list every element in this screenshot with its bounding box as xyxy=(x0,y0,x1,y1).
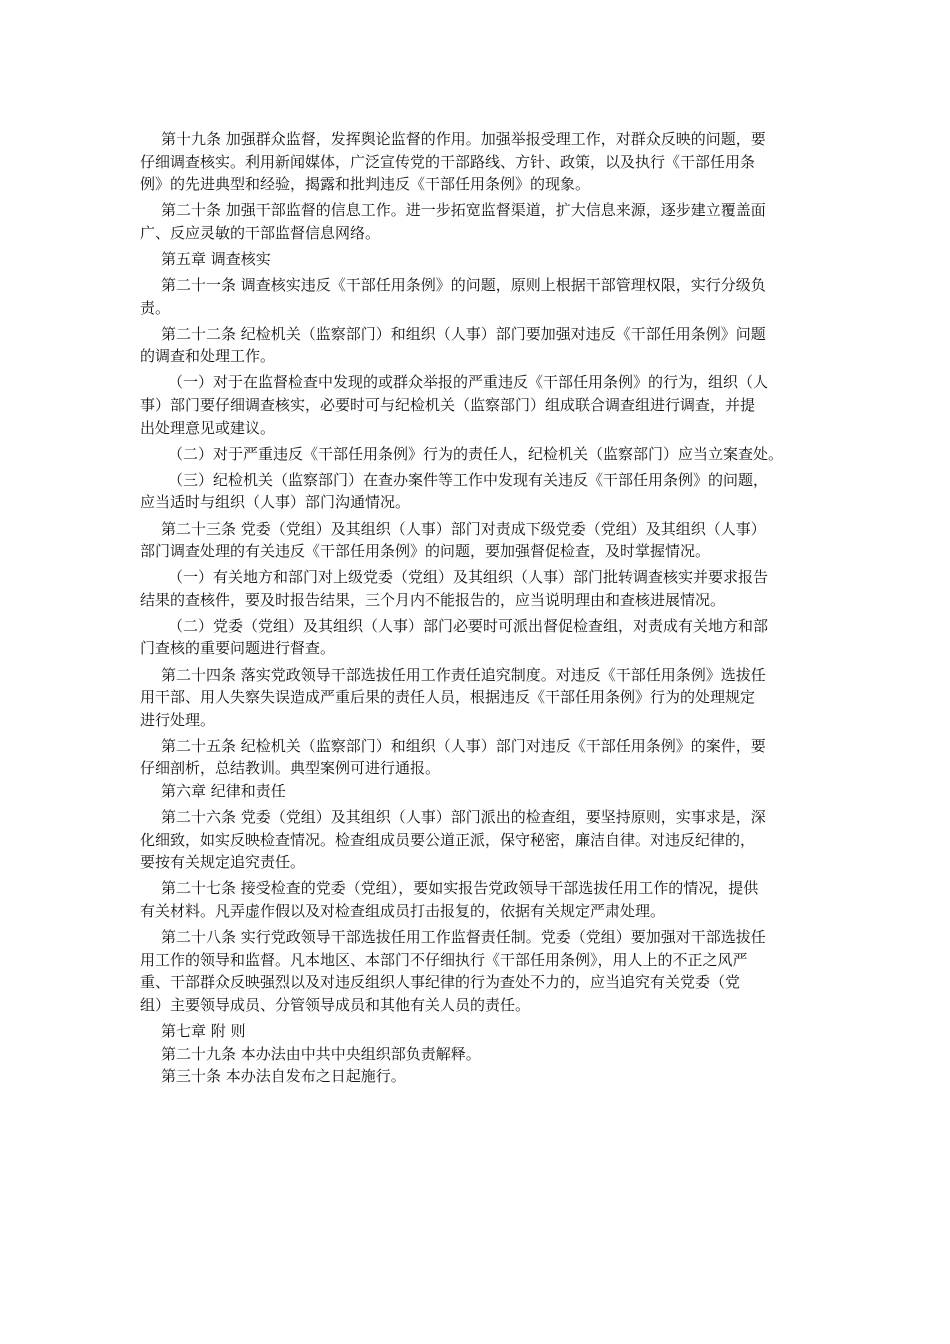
text-line: 有关材料。凡弄虚作假以及对检查组成员打击报复的，依据有关规定严肃处理。 xyxy=(140,902,666,920)
chapter-heading: 第七章 附 则 xyxy=(161,1021,246,1040)
text-line: 例》的先进典型和经验，揭露和批判违反《干部任用条例》的现象。 xyxy=(140,175,591,194)
chapter-heading: 第五章 调查核实 xyxy=(161,249,271,268)
text-line: 仔细剖析，总结教训。典型案例可进行通报。 xyxy=(140,759,441,778)
text-line: 第二十五条 纪检机关（监察部门）和组织（人事）部门对违反《干部任用条例》的案件，要 xyxy=(161,736,766,755)
text-line: 第二十一条 调查核实违反《干部任用条例》的问题，原则上根据干部管理权限，实行分级负 xyxy=(161,276,766,295)
text-line: 广、反应灵敏的干部监督信息网络。 xyxy=(140,223,381,242)
text-line: 进行处理。 xyxy=(140,710,216,729)
text-line: 门查核的重要问题进行督查。 xyxy=(140,639,336,658)
text-line: 的调查和处理工作。 xyxy=(140,347,276,366)
text-line: 应当适时与组织（人事）部门沟通情况。 xyxy=(140,493,411,512)
text-line: 部门调查处理的有关违反《干部任用条例》的问题，要加强督促检查，及时掌握情况。 xyxy=(140,542,711,561)
text-line: 重、干部群众反映强烈以及对违反组织人事纪律的行为查处不力的，应当追究有关党委（党 xyxy=(140,973,741,992)
text-line: 要按有关规定追究责任。 xyxy=(140,853,306,872)
text-line: 出处理意见或建议。 xyxy=(140,418,276,437)
text-line: 第二十七条 接受检查的党委（党组），要如实报告党政领导干部选拔任用工作的情况，提供 xyxy=(161,879,759,898)
text-line: 第二十三条 党委（党组）及其组织（人事）部门对责成下级党委（党组）及其组织（人事） xyxy=(161,519,766,538)
text-line: （三）纪检机关（监察部门）在查办案件等工作中发现有关违反《干部任用条例》的问题， xyxy=(168,470,769,489)
text-line: 结果的查核件，要及时报告结果，三个月内不能报告的，应当说明理由和查核进展情况。 xyxy=(140,590,726,609)
text-line: 化细致，如实反映检查情况。检查组成员要公道正派，保守秘密，廉洁自律。对违反纪律的， xyxy=(140,830,756,849)
text-line: 事）部门要仔细调查核实，必要时可与纪检机关（监察部门）组成联合调查组进行调查，并提 xyxy=(140,396,756,415)
text-line: 用工作的领导和监督。凡本地区、本部门不仔细执行《干部任用条例》，用人上的不正之风严 xyxy=(140,950,748,969)
text-line: （二）对于严重违反《干部任用条例》行为的责任人，纪检机关（监察部门）应当立案查处。 xyxy=(168,444,784,463)
text-line: 用干部、用人失察失误造成严重后果的责任人员，根据违反《干部任用条例》行为的处理规定 xyxy=(140,688,756,707)
text-line: 第二十六条 党委（党组）及其组织（人事）部门派出的检查组，要坚持原则，实事求是，深 xyxy=(161,808,766,827)
text-line: 第二十八条 实行党政领导干部选拔任用工作监督责任制。党委（党组）要加强对干部选拔任 xyxy=(161,928,766,947)
text-line: （一）有关地方和部门对上级党委（党组）及其组织（人事）部门批转调查核实并要求报告 xyxy=(168,568,769,587)
chapter-heading: 第六章 纪律和责任 xyxy=(161,782,286,801)
text-line: 第二十九条 本办法由中共中央组织部负责解释。 xyxy=(161,1044,481,1063)
text-line: 第二十二条 纪检机关（监察部门）和组织（人事）部门要加强对违反《干部任用条例》问题 xyxy=(161,324,766,343)
text-line: 第二十四条 落实党政领导干部选拔任用工作责任追究制度。对违反《干部任用条例》选拔任 xyxy=(161,665,766,684)
text-line: （二）党委（党组）及其组织（人事）部门必要时可派出督促检查组，对责成有关地方和部 xyxy=(168,616,769,635)
text-line: 组）主要领导成员、分管领导成员和其他有关人员的责任。 xyxy=(140,995,531,1014)
text-line: 责。 xyxy=(140,298,171,317)
text-line: 第三十条 本办法自发布之日起施行。 xyxy=(161,1067,406,1086)
document-page xyxy=(140,128,812,1088)
text-line: 第二十条 加强干部监督的信息工作。进一步拓宽监督渠道，扩大信息来源，逐步建立覆盖面 xyxy=(161,201,766,220)
text-line: 仔细调查核实。利用新闻媒体，广泛宣传党的干部路线、方针、政策，以及执行《干部任用条 xyxy=(140,152,756,171)
text-line: （一）对于在监督检查中发现的或群众举报的严重违反《干部任用条例》的行为，组织（人 xyxy=(168,373,769,392)
text-line: 第十九条 加强群众监督，发挥舆论监督的作用。加强举报受理工作，对群众反映的问题，要 xyxy=(161,130,766,148)
